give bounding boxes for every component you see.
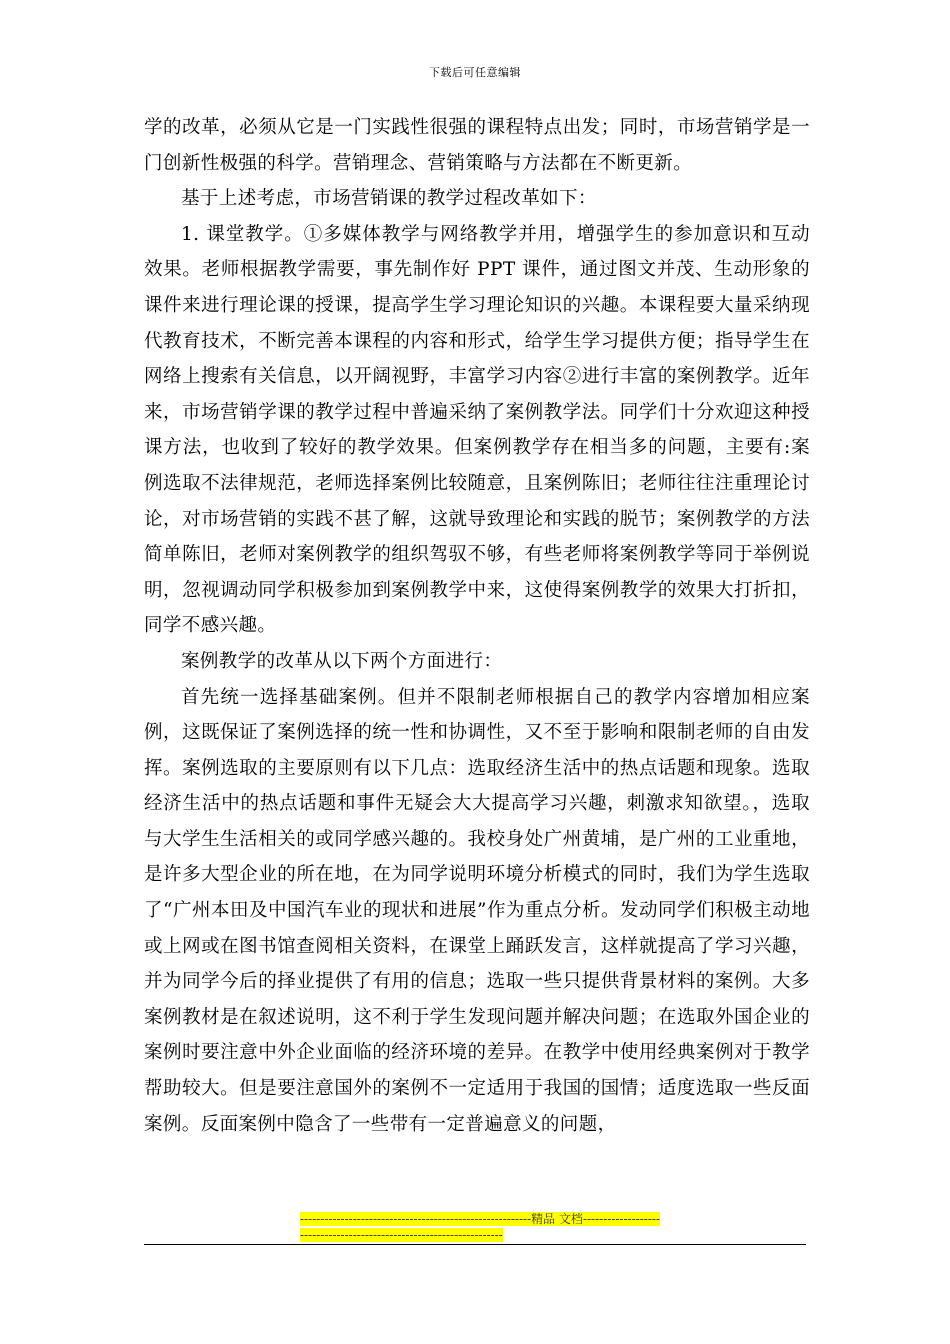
paragraph: 基于上述考虑，市场营销课的教学过程改革如下：: [181, 188, 597, 210]
footer-watermark-text: ---------------------------------------------------------精品 文档---------------------------------------------------------------------: [300, 1212, 660, 1242]
page-header: 下载后可任意编辑: [429, 66, 521, 79]
paragraph: 1. 课堂教学。①多媒体教学与网络教学并用，增强学生的参加意识和互动效果。老师根据教学需要，事先制作好 PPT 课件，通过图文并茂、生动形象的课件来进行理论课的授课，提高学生学习理论知识的兴趣。本课程要大量采纳现代教育技术，不断完善本课程的内容和形式，给学生学习提供方便；指导学生在网络上搜索有关信息，以开阔视野，丰富学习内容②进行丰富的案例教学。近年来，市场营销学课的教学过程中普遍采纳了案例教学法。同学们十分欢迎这种授课方法，也收到了较好的教学效果。但案例教学存在相当多的问题，主要有:案例选取不法律规范，老师选择案例比较随意，且案例陈旧；老师往往注重理论讨论，对市场营销的实践不甚了解，这就导致理论和实践的脱节；案例教学的方法简单陈旧，老师对案例教学的组织驾驭不够，有些老师将案例教学等同于举例说明，忽视调动同学积极参加到案例教学中来，这使得案例教学的效果大打折扣，同学不感兴趣。: [144, 223, 810, 637]
paragraph: 首先统一选择基础案例。但并不限制老师根据自己的教学内容增加相应案例，这既保证了案例选择的统一性和协调性，又不至于影响和限制老师的自由发挥。案例选取的主要原则有以下几点：选取经济生活中的热点话题和现象。选取经济生活中的热点话题和事件无疑会大大提高学习兴趣，刺激求知欲望。，选取与大学生生活相关的或同学感兴趣的。我校身处广州黄埔，是广州的工业重地，是许多大型企业的所在地，在为同学说明环境分析模式的同时，我们为学生选取了“广州本田及中国汽车业的现状和进展”作为重点分析。发动同学们积极主动地或上网或在图书馆查阅相关资料，在课堂上踊跃发言，这样就提高了学习兴趣，并为同学今后的择业提供了有用的信息；选取一些只提供背景材料的案例。大多案例教材是在叙述说明，这不利于学生发现问题并解决问题；在选取外国企业的案例时要注意中外企业面临的经济环境的差异。在教学中使用经典案例对于教学帮助较大。但是要注意国外的案例不一定适用于我国的国情；适度选取一些反面案例。反面案例中隐含了一些带有一定普遍意义的问题，: [144, 686, 810, 1135]
paragraph: 学的改革，必须从它是一门实践性很强的课程特点出发；同时，市场营销学是一门创新性极强的科学。营销理念、营销策略与方法都在不断更新。: [144, 117, 810, 174]
document-body: [144, 110, 810, 1142]
footer-divider: [144, 1244, 806, 1245]
paragraph: 案例教学的改革从以下两个方面进行：: [181, 650, 503, 672]
footer-watermark: [300, 1211, 660, 1243]
